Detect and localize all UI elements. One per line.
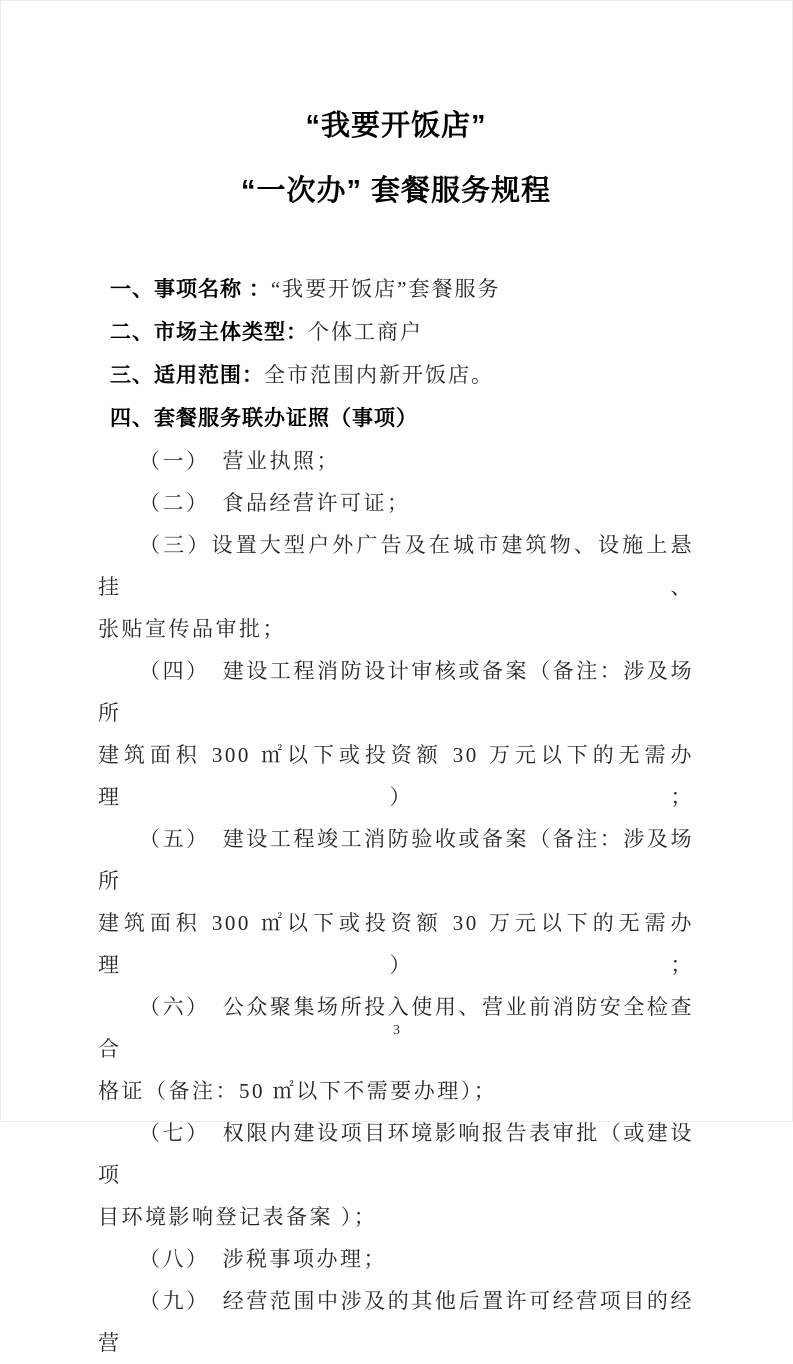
page-number: 3 — [393, 1023, 400, 1038]
list-line-11: （七） 权限内建设项目环境影响报告表审批（或建设项 — [98, 1121, 694, 1187]
list-line-6: 建筑面积 300 ㎡以下或投资额 30 万元以下的无需办理）； — [98, 743, 694, 809]
list-line-8: 建筑面积 300 ㎡以下或投资额 30 万元以下的无需办理）； — [98, 911, 694, 977]
list-line-12: 目环境影响登记表备案 ）； — [98, 1205, 378, 1229]
list-line-10: 格证（备注：50 ㎡以下不需要办理）； — [98, 1079, 498, 1103]
numbered-item-3-label: 三、适用范围： — [110, 364, 264, 387]
numbered-item-3-value: 全市范围内新开饭店。 — [264, 363, 494, 387]
document-content — [98, 1, 694, 1364]
list-line-1: （一） 营业执照； — [139, 449, 340, 473]
numbered-item-1-value: “我要开饭店”套餐服务 — [270, 277, 501, 301]
numbered-item-2 — [98, 311, 694, 354]
list-line-5: （四） 建设工程消防设计审核或备案（备注：涉及场所 — [98, 659, 694, 725]
numbered-item-2-label: 二、市场主体类型： — [110, 321, 308, 344]
numbered-item-1 — [98, 268, 694, 311]
numbered-item-4-label: 四、套餐服务联办证照（事项） — [110, 407, 418, 430]
numbered-item-1-label: 一、事项名称 ： — [110, 278, 271, 301]
list-line-9: （六） 公众聚集场所投入使用、营业前消防安全检查合 — [98, 995, 694, 1061]
document-title-line-1: “我要开饭店” — [305, 110, 487, 142]
list-line-13: （八） 涉税事项办理； — [139, 1247, 387, 1271]
document-body — [98, 268, 694, 1364]
list-line-14: （九） 经营范围中涉及的其他后置许可经营项目的经营 — [98, 1289, 694, 1355]
list-line-2: （二） 食品经营许可证； — [139, 491, 411, 515]
numbered-item-4 — [98, 397, 694, 440]
list-line-4: 张贴宣传品审批； — [98, 617, 286, 641]
document-title-line-2: “一次办” 套餐服务规程 — [240, 175, 552, 207]
numbered-item-2-value: 个体工商户 — [308, 320, 423, 344]
list-line-7: （五） 建设工程竣工消防验收或备案（备注：涉及场所 — [98, 827, 694, 893]
numbered-item-3 — [98, 354, 694, 397]
list-line-3: （三）设置大型户外广告及在城市建筑物、设施上悬挂、 — [98, 533, 694, 599]
